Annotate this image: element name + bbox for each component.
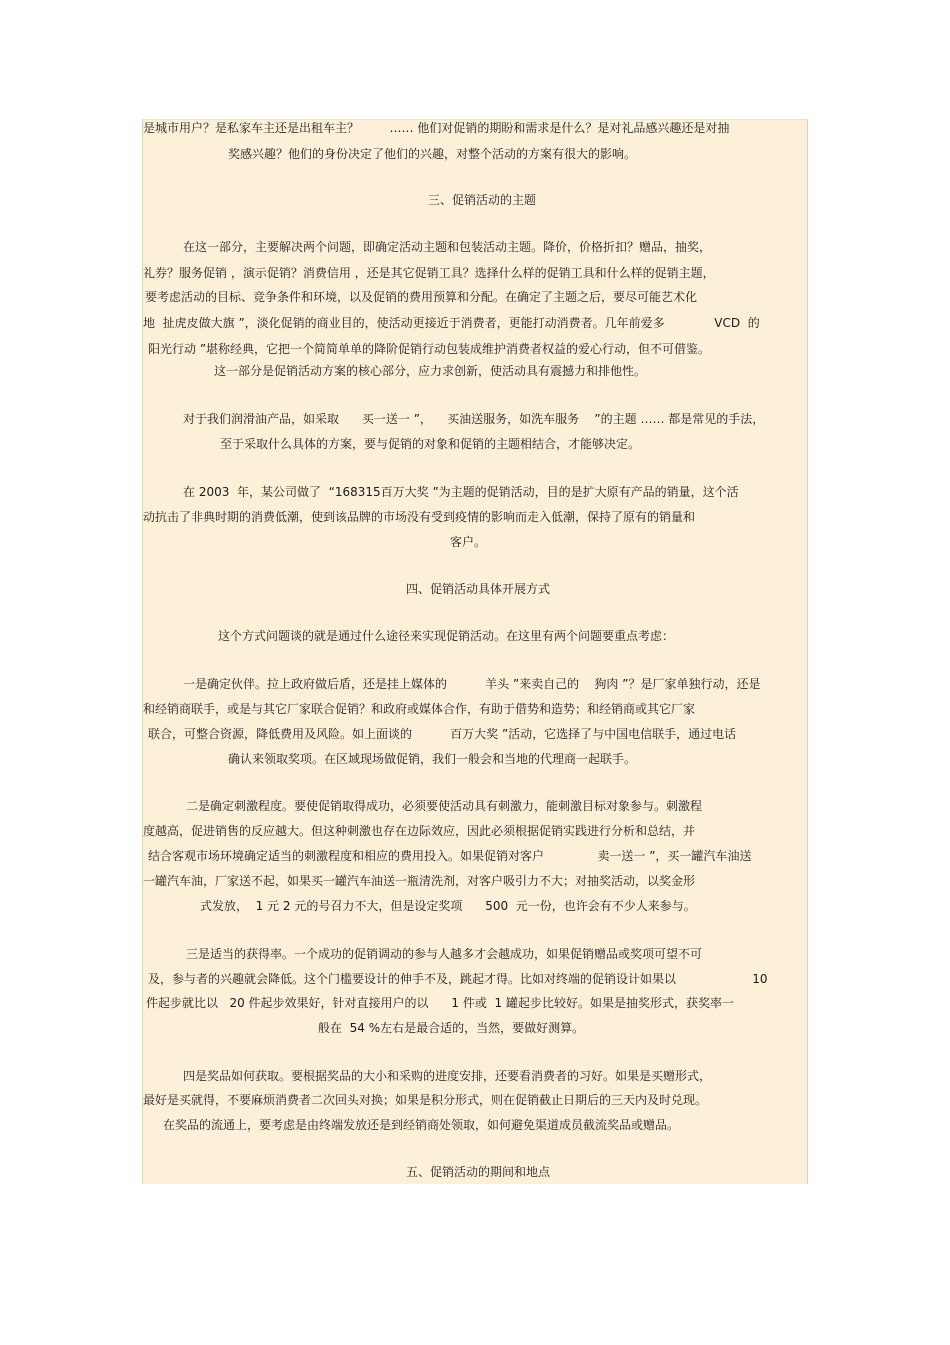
text-line: 在这一部分，主要解决两个问题，即确定活动主题和包装活动主题。降价，价格折扣？赠品，抽奖，: [183, 240, 712, 254]
text-line: 三是适当的获得率。一个成功的促销调动的参与人越多才会越成功，如果促销赠品或奖项可望不可: [186, 947, 703, 961]
text-line: 在 2003 年，某公司做了 “168315百万大奖 ”为主题的促销活动，目的是扩大原有产品的销量，这个活: [183, 485, 739, 499]
text-line: 礼券？服务促销 ，演示促销？消费信用 ，还是其它促销工具？选择什么样的促销工具和什么样的促销主题，: [143, 266, 715, 280]
text-line: 一是确定伙伴。拉上政府做后盾，还是挂上媒体的 羊头 ”来卖自己的 狗肉 ”？是厂家单独行动，还是: [183, 677, 761, 691]
text-line: 至于采取什么具体的方案，要与促销的对象和促销的主题相结合，才能够决定。: [220, 437, 641, 451]
text-line: 要考虑活动的目标、竞争条件和环境，以及促销的费用预算和分配。在确定了主题之后，要尽可能艺术化: [145, 290, 698, 304]
text-line: 和经销商联手，或是与其它厂家联合促销？和政府或媒体合作，有助于借势和造势；和经销商或其它厂家: [143, 702, 696, 716]
text-line: 及，参与者的兴趣就会降低。这个门槛要设计的伸手不及，跳起才得。比如对终端的促销设计如果以 10: [148, 972, 768, 986]
text-line: 式发放， 1 元 2 元的号召力不大，但是设定奖项 500 元一份，也许会有不少人来参与。: [200, 899, 696, 913]
text-line: 地 扯虎皮做大旗 ”，淡化促销的商业目的，使活动更接近于消费者，更能打动消费者。几年前爱多 VCD 的: [143, 316, 760, 330]
text-line: 这一部分是促销活动方案的核心部分，应力求创新，使活动具有震撼力和排他性。: [214, 364, 647, 378]
section-heading: 五、促销活动的期间和地点: [406, 1165, 551, 1179]
text-line: 动抗击了非典时期的消费低潮，使到该品牌的市场没有受到疫情的影响而走入低潮，保持了原有的销量和: [143, 510, 696, 524]
text-line: 客户。: [450, 535, 487, 549]
text-line: 二是确定刺激程度。要使促销取得成功，必须要使活动具有刺激力，能刺激目标对象参与。刺激程: [186, 799, 703, 813]
text-line: 奖感兴趣？他们的身份决定了他们的兴趣，对整个活动的方案有很大的影响。: [228, 147, 637, 161]
text-line: 是城市用户？是私家车主还是出租车主？ …… 他们对促销的期盼和需求是什么？是对礼品感兴趣还是对抽: [143, 121, 730, 135]
text-line: 结合客观市场环境确定适当的刺激程度和相应的费用投入。如果促销对客户 卖一送一 ”，买一罐汽车油送: [148, 849, 752, 863]
text-line: 对于我们润滑油产品，如采取 买一送一 ”， 买油送服务，如洗车服务 ”的主题 …… 都是常见的手法，: [183, 412, 765, 426]
section-heading: 四、促销活动具体开展方式: [406, 582, 551, 596]
text-line: 件起步就比以 20 件起步效果好，针对直接用户的以 1 件或 1 罐起步比较好。如果是抽奖形式，获奖率一: [146, 996, 734, 1010]
text-line: 阳光行动 ”堪称经典，它把一个简简单单的降阶促销行动包装成维护消费者权益的爱心行动，但不可借鉴。: [148, 342, 711, 356]
text-line: 一罐汽车油，厂家送不起，如果买一罐汽车油送一瓶清洗剂，对客户吸引力不大；对抽奖活动，以奖金形: [143, 874, 696, 888]
section-heading: 三、促销活动的主题: [428, 193, 537, 207]
text-line: 这个方式问题谈的就是通过什么途径来实现促销活动。在这里有两个问题要重点考虑：: [218, 629, 675, 643]
text-line: 确认来领取奖项。在区域现场做促销，我们一般会和当地的代理商一起联手。: [228, 752, 637, 766]
text-line: 最好是买就得，不要麻烦消费者二次回头对换；如果是积分形式，则在促销截止日期后的三天内及时兑现。: [143, 1093, 708, 1107]
document-page: [142, 119, 808, 1184]
text-line: 在奖品的流通上，要考虑是由终端发放还是到经销商处领取，如何避免渠道成员截流奖品或赠品。: [163, 1118, 680, 1132]
text-line: 度越高，促进销售的反应越大。但这种刺激也存在边际效应，因此必须根据促销实践进行分析和总结，并: [143, 824, 696, 838]
text-line: 联合，可整合资源，降低费用及风险。如上面谈的 百万大奖 ”活动，它选择了与中国电信联手，通过电话: [148, 727, 737, 741]
text-line: 四是奖品如何获取。要根据奖品的大小和采购的进度安排，还要看消费者的习好。如果是买赠形式，: [183, 1069, 712, 1083]
text-line: 般在 54 %左右是最合适的，当然，要做好测算。: [318, 1021, 585, 1035]
